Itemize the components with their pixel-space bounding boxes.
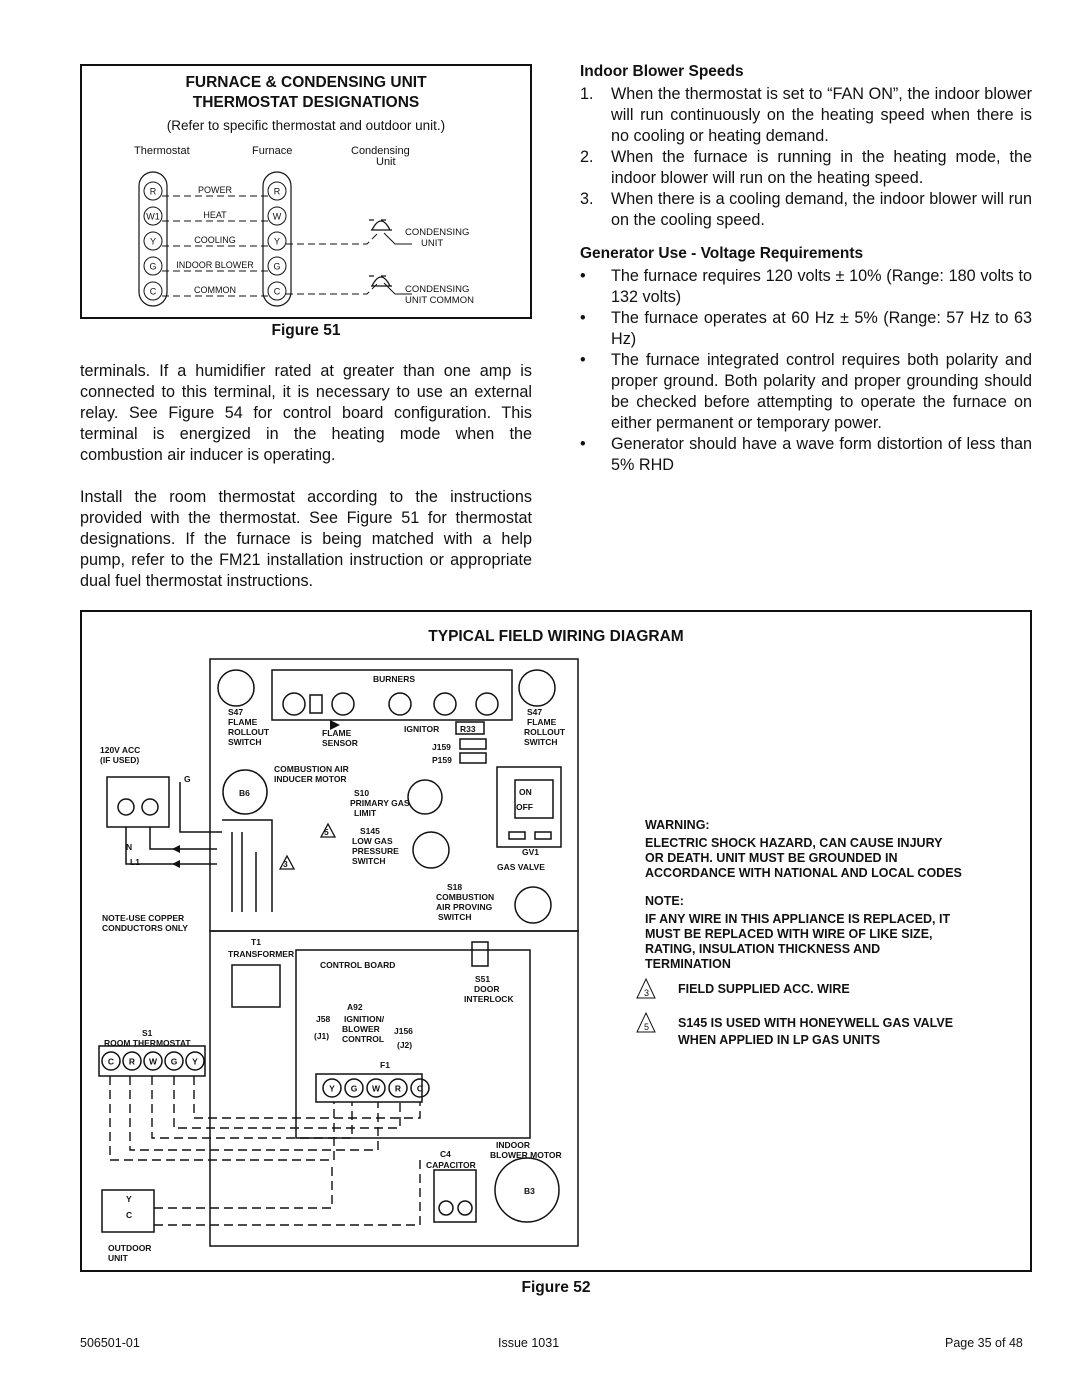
right-column xyxy=(580,63,1032,476)
diagram-label-n: N xyxy=(126,842,133,852)
low-gas-pressure-switch xyxy=(413,832,449,868)
diagram-label-control-board: CONTROL BOARD xyxy=(320,960,396,970)
furnace-terminal-label: Y xyxy=(273,236,281,247)
diagram-label-s10-1: S10 xyxy=(354,788,370,798)
figure-52-caption: Figure 52 xyxy=(521,1279,591,1296)
diagram-label-s145-4: SWITCH xyxy=(352,856,386,866)
diagram-label-j58: J58 xyxy=(316,1014,331,1024)
diagram-label-gv1: GV1 xyxy=(522,847,540,857)
note-line: TERMINATION xyxy=(645,957,731,971)
thermostat-install-paragraph: Install the room thermostat according to the instructions provided with the thermostat. See Figure 51 for thermostat designations. If the furnace is being matched with a help pump, refer to the FM21 installation instruction or appropriate dual fuel thermostat instructions. xyxy=(80,488,532,590)
note-line: MUST BE REPLACED WITH WIRE OF LIKE SIZE, xyxy=(645,927,933,941)
room-thermostat-terminal-label: Y xyxy=(192,1056,198,1067)
door-interlock xyxy=(472,942,488,966)
legend-5-line: S145 IS USED WITH HONEYWELL GAS VALVE xyxy=(678,1016,954,1030)
thermostat-terminal-label: W1 xyxy=(146,211,160,222)
diagram-label-on: ON xyxy=(519,787,532,797)
diagram-label-a92-2: IGNITION/ xyxy=(344,1014,385,1024)
note-line: IF ANY WIRE IN THIS APPLIANCE IS REPLACED, IT xyxy=(645,912,951,926)
left-column xyxy=(80,361,532,592)
diagram-label-s145-2: LOW GAS xyxy=(352,836,393,846)
diagram-label-note-copper-1: NOTE-USE COPPER xyxy=(102,913,185,923)
designation-label: POWER xyxy=(197,185,233,195)
generator-list xyxy=(580,266,1032,476)
furnace-terminal-label: G xyxy=(273,261,281,272)
burner xyxy=(332,693,354,715)
diagram-label-s18-3: AIR PROVING xyxy=(436,902,493,912)
list-item: • The furnace integrated control requires both polarity and proper ground. Both polarity and proper grounding should be checked before attempting to operate the furnace on either permanent or temporary power. xyxy=(580,351,1032,432)
legend-s145 xyxy=(645,1013,1025,1053)
figure-52-box xyxy=(80,610,1032,1272)
diagram-label-j2: (J2) xyxy=(397,1040,413,1050)
diagram-label-s1-2: ROOM THERMOSTAT xyxy=(104,1038,191,1048)
diagram-label-s51-2: DOOR xyxy=(474,984,500,994)
note-line: RATING, INSULATION THICKNESS AND xyxy=(645,942,881,956)
diagram-label-s1-1: S1 xyxy=(142,1028,153,1038)
diagram-label-s47-left-4: SWITCH xyxy=(228,737,262,747)
condensing-wire xyxy=(286,233,378,244)
designation-label: INDOOR BLOWER xyxy=(176,260,254,270)
diagram-label-s18-1: S18 xyxy=(447,882,463,892)
legend-3-text: FIELD SUPPLIED ACC. WIRE xyxy=(678,982,850,996)
diagram-label-s47-right-2: FLAME xyxy=(527,717,557,727)
diagram-label-gas-valve: GAS VALVE xyxy=(497,862,545,872)
gas-valve-switch xyxy=(515,780,553,818)
figure-51-subtitle: (Refer to specific thermostat and outdoor unit.) xyxy=(166,118,446,133)
burner xyxy=(434,693,456,715)
flame-sensor-element xyxy=(310,695,322,713)
blower-speeds-list xyxy=(580,84,1032,231)
diagram-label-j1: (J1) xyxy=(314,1031,330,1041)
diagram-label-a92-4: CONTROL xyxy=(342,1034,385,1044)
diagram-label-flame-sensor-2: SENSOR xyxy=(322,738,358,748)
diagram-label-off: OFF xyxy=(516,802,533,812)
diagram-label-indoor-1: INDOOR xyxy=(496,1140,530,1150)
diagram-label-outdoor-2: UNIT xyxy=(108,1253,128,1263)
capacitor xyxy=(434,1170,476,1222)
condensing-wire xyxy=(286,283,378,294)
diagram-label-b3: B3 xyxy=(524,1186,535,1196)
list-item: • The furnace operates at 60 Hz ± 5% (Range: 57 Hz to 63 Hz) xyxy=(580,309,1032,348)
control-board xyxy=(296,950,530,1138)
diagram-label-r33: R33 xyxy=(460,724,476,734)
diagram-label-acc-1: 120V ACC xyxy=(100,745,141,755)
warning-line: OR DEATH. UNIT MUST BE GROUNDED IN xyxy=(645,851,898,865)
condensing-unit-label-2: UNIT xyxy=(421,238,444,249)
designation-label: HEAT xyxy=(203,210,227,220)
diagram-label-s18-4: SWITCH xyxy=(438,912,472,922)
diagram-label-c4-1: C4 xyxy=(440,1149,451,1159)
thermostat-terminal-label: G xyxy=(149,261,157,272)
diagram-label-s47-left-3: ROLLOUT xyxy=(228,727,270,737)
diagram-label-c4-2: CAPACITOR xyxy=(426,1160,476,1170)
diagram-label-f1: F1 xyxy=(380,1060,390,1070)
board-terminal-label: W xyxy=(371,1083,381,1094)
footer-page: Page 35 of 48 xyxy=(945,1336,1023,1350)
condensing-common-label-1: CONDENSING xyxy=(405,284,470,295)
blower-speeds-heading: Indoor Blower Speeds xyxy=(580,63,744,80)
burner xyxy=(389,693,411,715)
triangle-3-icon: 3 xyxy=(644,988,650,998)
diagram-label-g: G xyxy=(184,774,191,784)
diagram-label-tri5: 5 xyxy=(324,827,329,837)
figure-51-title-1: FURNACE & CONDENSING UNIT xyxy=(185,74,427,91)
thermostat-terminal-label: Y xyxy=(149,236,157,247)
figure-52-title: TYPICAL FIELD WIRING DIAGRAM xyxy=(428,628,684,645)
figure-51-caption: Figure 51 xyxy=(271,322,341,339)
diagram-label-p159: P159 xyxy=(432,755,452,765)
diagram-label-s51-1: S51 xyxy=(475,974,491,984)
board-terminal-label: G xyxy=(350,1083,358,1094)
j159-connector xyxy=(460,739,486,749)
notes-panel xyxy=(645,818,1025,1053)
diagram-label-s47-right-1: S47 xyxy=(527,707,543,717)
footer-issue: Issue 1031 xyxy=(498,1336,560,1350)
condensing-unit-label-1: CONDENSING xyxy=(405,227,470,238)
diagram-label-acc-2: (IF USED) xyxy=(100,755,140,765)
p159-connector xyxy=(460,753,486,763)
acc-outlet-box xyxy=(107,777,169,827)
air-proving-switch xyxy=(515,887,551,923)
room-thermostat-terminal-label: G xyxy=(170,1056,178,1067)
diagram-label-outdoor-y: Y xyxy=(126,1194,132,1204)
diagram-label-tri3: 3 xyxy=(283,859,288,869)
diagram-label-s18-2: COMBUSTION xyxy=(436,892,495,902)
room-thermostat-terminal-label: C xyxy=(107,1056,115,1067)
furnace-terminal-label: C xyxy=(273,286,281,297)
triangle-5-icon: 5 xyxy=(644,1022,650,1032)
rollout-switch-left xyxy=(218,670,254,706)
diagram-label-b6: B6 xyxy=(239,788,250,798)
diagram-label-t1-2: TRANSFORMER xyxy=(228,949,295,959)
diagram-label-l1: L1 xyxy=(130,857,140,867)
warning-line: ELECTRIC SHOCK HAZARD, CAN CAUSE INJURY xyxy=(645,836,943,850)
diagram-label-burners: BURNERS xyxy=(372,674,416,684)
diagram-label-s47-right-3: ROLLOUT xyxy=(524,727,566,737)
board-terminal-label: C xyxy=(416,1083,424,1094)
room-thermostat-terminal-label: W xyxy=(148,1056,158,1067)
footer-doc-number: 506501-01 xyxy=(80,1336,140,1350)
diagram-label-ignitor: IGNITOR xyxy=(404,724,440,734)
diagram-label-s145-1: S145 xyxy=(360,826,380,836)
figure-51-title-2: THERMOSTAT DESIGNATIONS xyxy=(192,94,420,111)
list-item: 3. When there is a cooling demand, the indoor blower will run on the cooling speed. xyxy=(580,190,1032,229)
diagram-label-j156: J156 xyxy=(394,1026,413,1036)
warning-line: ACCORDANCE WITH NATIONAL AND LOCAL CODES xyxy=(645,866,962,880)
transformer xyxy=(232,965,280,1007)
col-furnace: Furnace xyxy=(252,145,293,157)
diagram-label-combustion-air-2: INDUCER MOTOR xyxy=(274,774,347,784)
col-thermostat: Thermostat xyxy=(134,145,190,157)
list-item: • Generator should have a wave form distortion of less than 5% RHD xyxy=(580,435,1032,474)
primary-gas-limit xyxy=(408,780,442,814)
diagram-label-outdoor-1: OUTDOOR xyxy=(108,1243,152,1253)
legend-field-supplied xyxy=(645,979,1025,1001)
list-item: 2. When the furnace is running in the heating mode, the indoor blower will run on the heating speed. xyxy=(580,148,1032,187)
board-terminal-label: R xyxy=(394,1083,402,1094)
thermostat-terminal-label: R xyxy=(149,186,157,197)
diagram-label-s47-left-2: FLAME xyxy=(228,717,258,727)
generator-heading: Generator Use - Voltage Requirements xyxy=(580,245,864,262)
board-terminal-label: Y xyxy=(329,1083,335,1094)
diagram-label-s47-left-1: S47 xyxy=(228,707,244,717)
diagram-label-j159: J159 xyxy=(432,742,451,752)
diagram-label-s10-3: LIMIT xyxy=(354,808,377,818)
diagram-label-outdoor-c: C xyxy=(126,1210,133,1220)
burner xyxy=(283,693,305,715)
furnace-terminal-label: R xyxy=(273,186,281,197)
note-heading: NOTE: xyxy=(645,894,684,908)
legend-5-line: WHEN APPLIED IN LP GAS UNITS xyxy=(678,1033,881,1047)
figure-51-box xyxy=(80,64,532,319)
burner xyxy=(476,693,498,715)
rollout-switch-right xyxy=(519,670,555,706)
thermostat-terminal-label: C xyxy=(149,286,157,297)
room-thermostat-terminal-label: R xyxy=(128,1056,136,1067)
humidifier-paragraph: terminals. If a humidifier rated at greater than one amp is connected to this terminal, it is necessary to use an external relay. See Figure 54 for control board configuration. This terminal is energized in the heating mode when the combustion air inducer is operating. xyxy=(80,362,532,464)
diagram-label-s51-3: INTERLOCK xyxy=(464,994,514,1004)
col-condensing-2: Unit xyxy=(376,156,396,168)
furnace-terminal-label: W xyxy=(272,211,282,222)
designation-label: COMMON xyxy=(194,285,236,295)
diagram-label-flame-sensor-1: FLAME xyxy=(322,728,352,738)
diagram-label-s145-3: PRESSURE xyxy=(352,846,399,856)
list-item: 1. When the thermostat is set to “FAN ON”, the indoor blower will run continuously on the heating speed when there is no cooling or heating demand. xyxy=(580,85,1032,145)
warning-heading: WARNING: xyxy=(645,818,710,832)
diagram-label-a92-1: A92 xyxy=(347,1002,363,1012)
diagram-label-note-copper-2: CONDUCTORS ONLY xyxy=(102,923,188,933)
diagram-label-s10-2: PRIMARY GAS xyxy=(350,798,410,808)
diagram-label-a92-3: BLOWER xyxy=(342,1024,380,1034)
thermostat-designation-diagram xyxy=(82,134,530,324)
diagram-label-s47-right-4: SWITCH xyxy=(524,737,558,747)
list-item: • The furnace requires 120 volts ± 10% (Range: 180 volts to 132 volts) xyxy=(580,267,1032,306)
diagram-label-indoor-2: BLOWER MOTOR xyxy=(490,1150,562,1160)
condensing-contactor-symbol xyxy=(369,220,392,286)
designation-label: COOLING xyxy=(194,235,236,245)
condensing-common-label-2: UNIT COMMON xyxy=(405,295,474,306)
diagram-label-t1-1: T1 xyxy=(251,937,261,947)
diagram-label-combustion-air-1: COMBUSTION AIR xyxy=(274,764,349,774)
col-condensing-1: Condensing xyxy=(351,145,410,157)
